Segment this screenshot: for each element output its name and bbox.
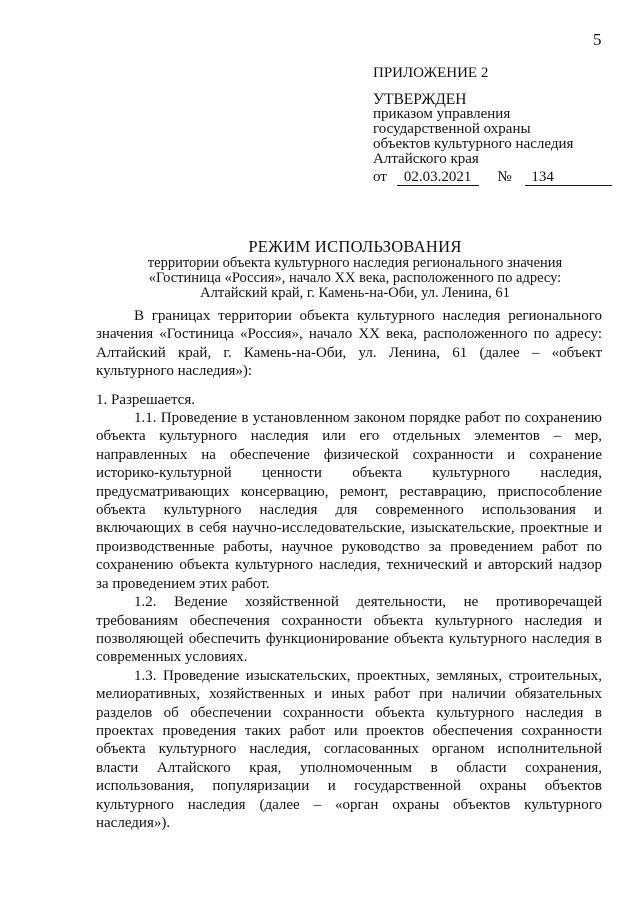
appendix-label: ПРИЛОЖЕНИЕ 2 <box>373 65 489 81</box>
section-heading: 1. Разрешается. <box>96 391 195 408</box>
approval-line: объектов культурного наследия <box>373 136 574 152</box>
approval-stamp <box>373 66 613 186</box>
order-date: 02.03.2021 <box>397 170 479 186</box>
document-body <box>96 307 602 832</box>
approval-line: Алтайского края <box>373 151 479 167</box>
page-number: 5 <box>593 30 602 49</box>
title-line: Алтайский край, г. Камень-на-Оби, ул. Ленина, 61 <box>200 285 510 301</box>
approval-line: государственной охраны <box>373 121 531 137</box>
title-line: «Гостиница «Россия», начало XX века, расположенного по адресу: <box>148 270 562 286</box>
title-heading: РЕЖИМ ИСПОЛЬЗОВАНИЯ <box>248 237 462 256</box>
order-number: 134 <box>525 170 612 186</box>
intro-paragraph: В границах территории объекта культурного наследия регионального значения «Гостиница «Россия», начало XX века, расположенного по адресу: Алтайский край, г. Камень-на-Оби, ул. Ленина, 61 (далее – «объект культурного наследия»): <box>96 308 602 380</box>
number-label: № <box>497 169 512 185</box>
clause-1-3: 1.3. Проведение изыскательских, проектных, земляных, строительных, мелиоративных, хозяйственных и иных работ при наличии обязательных разделов об обеспечении сохранности объекта культурного наследия в проектах проведения таких работ или проектов обеспечения сохранности объекта культурного наследия, согласованных органом исполнительной власти Алтайского края, уполномоченным в области сохранения, использования, популяризации и государственной охраны объектов культурного наследия (далее – «орган охраны объектов культурного наследия»). <box>96 667 602 831</box>
from-label: от <box>373 169 387 185</box>
clause-1-2: 1.2. Ведение хозяйственной деятельности, не противоречащей требованиям обеспечения сохранности объекта культурного наследия и позволяющей обеспечить функционирование объекта культурного наследия в современных условиях. <box>96 594 602 666</box>
approved-label: УТВЕРЖДЕН <box>373 91 467 108</box>
document-title <box>90 238 620 301</box>
clause-1-1: 1.1. Проведение в установленном законом порядке работ по сохранению объекта культурного наследия или его отдельных элементов – мер, направленных на обеспечение физической сохранности и сохранение историко-культурной ценности объекта культурного наследия, предусматривающих консервацию, ремонт, реставрацию, приспособление объекта культурного наследия для современного использования и включающих в себя научно-исследовательские, изыскательские, проектные и производственные работы, научное руководство за проведением работ по сохранению объекта культурного наследия, технический и авторский надзор за проведением этих работ. <box>96 410 602 592</box>
title-line: территории объекта культурного наследия регионального значения <box>147 255 563 271</box>
approval-line: приказом управления <box>373 106 511 122</box>
order-reference <box>373 170 613 186</box>
